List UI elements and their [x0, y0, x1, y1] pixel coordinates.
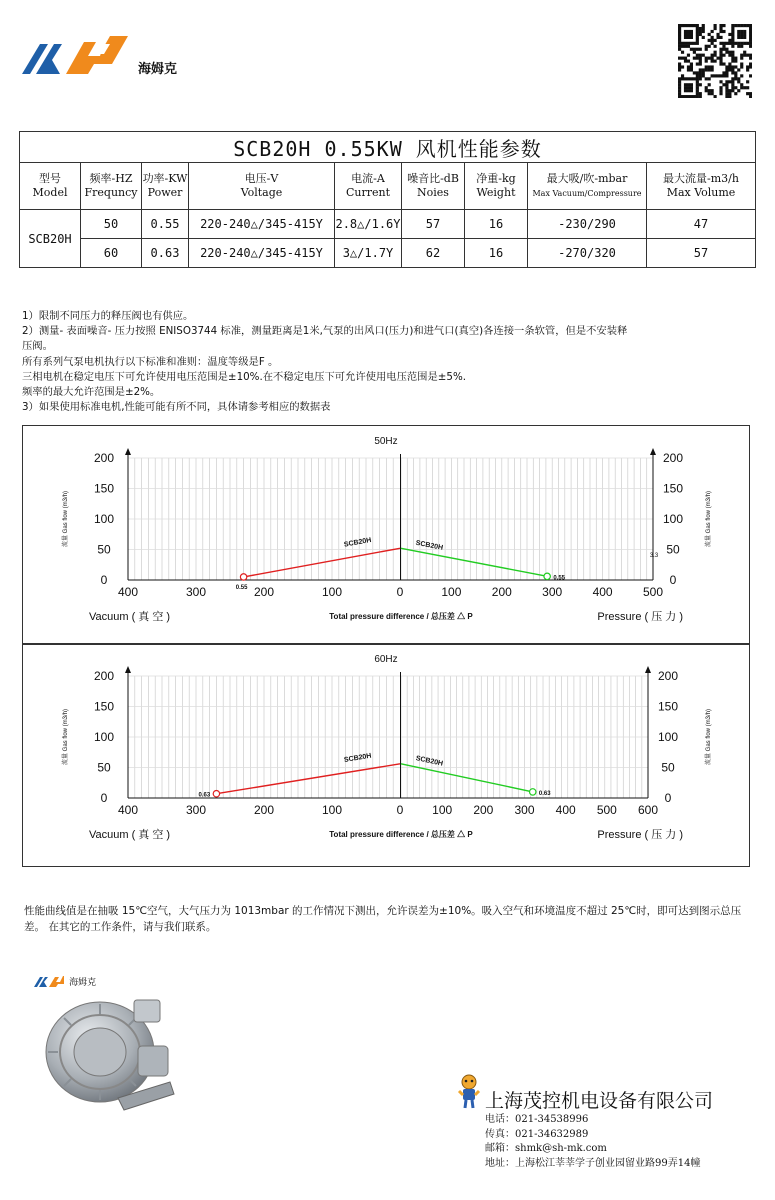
y-tick-label: 150: [657, 699, 679, 714]
email-line: 邮箱：shmk@sh-mk.com: [485, 1143, 607, 1154]
y-tick-label: 150: [93, 481, 115, 496]
x-tick-label-pressure: 600: [637, 803, 659, 817]
y-axis-label: 流量 Gas flow (m3/h): [63, 708, 69, 766]
note-line: 3）如果使用标准电机,性能可能有所不同，具体请参考相应的数据表: [22, 401, 331, 414]
table-row: [20, 210, 756, 239]
x-tick-label-vacuum: 300: [185, 585, 207, 599]
y-tick-label: 0: [664, 791, 672, 805]
weight-cell: 16: [465, 239, 528, 268]
blower-product-image: [38, 990, 178, 1118]
y-tick-label: 0: [100, 791, 108, 805]
x-axis-label: Total pressure difference / 总压差 △ P: [329, 830, 473, 839]
pressure-label: Pressure ( 压 力 ): [597, 611, 683, 623]
x-tick-label-pressure: 200: [491, 585, 512, 599]
end-point-label: 0.63: [538, 790, 551, 797]
col-header-noise: 噪音比-dB Noies: [402, 163, 465, 210]
y-tick-label: 200: [93, 669, 115, 683]
phone-line: 电话：021-34538996: [485, 1114, 589, 1125]
y-arrow-icon: [645, 666, 651, 673]
note-line: 所有系列气泵电机执行以下标准和准则：温度等级是F 。: [22, 355, 279, 368]
y-tick-label: 100: [662, 512, 684, 526]
spec-table: [19, 131, 756, 268]
y-axis-label: 流量 Gas flow (m3/h): [63, 490, 69, 548]
series-name-label: SCB20H: [415, 755, 444, 768]
y-arrow-icon: [650, 448, 656, 455]
note-line: 压阀。: [22, 340, 53, 353]
pressure-label: Pressure ( 压 力 ): [597, 829, 683, 841]
y-arrow-icon: [125, 448, 131, 455]
x-tick-label-pressure: 400: [555, 803, 576, 817]
y-tick-label: 100: [93, 512, 115, 526]
y-tick-label: 100: [93, 730, 115, 744]
x-tick-label-pressure: 400: [592, 585, 613, 599]
logo-mark-icon: [34, 974, 64, 988]
notes-block: [22, 309, 762, 415]
current-cell: 3△/1.7Y: [335, 239, 402, 268]
y-tick-label: 50: [97, 760, 111, 775]
x-tick-label-pressure: 200: [473, 803, 494, 817]
max-volume-cell: 47: [647, 210, 756, 239]
col-header-max-pressure: 最大吸/吹-mbar Max Vacuum/Compressure: [528, 163, 647, 210]
x-tick-label-vacuum: 400: [117, 585, 139, 599]
series-end-point: [240, 574, 246, 580]
noise-cell: 57: [402, 210, 465, 239]
col-header-power: 功率-KW Power: [142, 163, 189, 210]
x-tick-label-pressure: 300: [514, 803, 535, 817]
chart-50hz: [22, 425, 750, 645]
chart-title: 50Hz: [374, 436, 398, 447]
fax-line: 传真：021-34632989: [485, 1128, 589, 1140]
y-tick-label: 50: [661, 760, 675, 775]
voltage-cell: 220-240△/345-415Y: [189, 239, 335, 268]
spec-table-title: SCB20H 0.55KW 风机性能参数: [20, 132, 756, 163]
side-note: 3.3: [649, 552, 659, 559]
y-tick-label: 200: [93, 451, 115, 465]
product-brand-logo: [34, 970, 154, 990]
company-name: 上海茂控机电设备有限公司: [485, 1090, 714, 1112]
vacuum-label: Vacuum ( 真 空 ): [89, 829, 171, 841]
performance-note: 性能曲线值是在抽吸 15℃空气，大气压力为 1013mbar 的工作情况下测出，允许误差为±10%。吸入空气和环境温度不超过 25℃时，即可达到图示总压差。 在其它的工作条件，请与我们联系。: [24, 905, 742, 933]
noise-cell: 62: [402, 239, 465, 268]
max-pressure-cell: -230/290: [528, 210, 647, 239]
x-tick-label-vacuum: 100: [321, 803, 343, 817]
series-line-vacuum: [244, 548, 400, 577]
spec-table-header: [20, 163, 756, 210]
x-tick-label-pressure: 300: [542, 585, 563, 599]
x-tick-label-vacuum: 300: [185, 803, 207, 817]
y-tick-label: 100: [657, 730, 679, 744]
series-name-label: SCB20H: [343, 752, 372, 765]
col-header-weight: 净重-kg Weight: [465, 163, 528, 210]
series-name-label: SCB20H: [415, 539, 444, 552]
end-point-label: 0.55: [553, 575, 566, 582]
x-tick-label-vacuum: 0: [396, 803, 404, 817]
chart-title: 60Hz: [374, 654, 398, 665]
series-line-pressure: [401, 764, 533, 792]
col-header-max-volume: 最大流量-m3/h Max Volume: [647, 163, 756, 210]
max-pressure-cell: -270/320: [528, 239, 647, 268]
x-axis-label: Total pressure difference / 总压差 △ P: [329, 612, 473, 621]
power-cell: 0.63: [142, 239, 189, 268]
y-axis-label: 流量 Gas flow (m3/h): [706, 490, 712, 548]
y-axis-label: 流量 Gas flow (m3/h): [706, 708, 712, 766]
y-tick-label: 50: [97, 542, 111, 557]
x-tick-label-vacuum: 0: [396, 585, 404, 599]
brand-name: 海姆克: [138, 62, 178, 77]
current-cell: 2.8△/1.6Y: [335, 210, 402, 239]
address-line: 地址：上海松江莘莘学子创业园留业路99弄14幢: [485, 1157, 701, 1169]
x-tick-label-pressure: 500: [642, 585, 664, 599]
qr-code-icon: [678, 24, 752, 98]
y-tick-label: 200: [657, 669, 679, 683]
y-tick-label: 150: [662, 481, 684, 496]
x-tick-label-vacuum: 100: [321, 585, 343, 599]
note-line: 三相电机在稳定电压下可允许使用电压范围是±10%.在不稳定电压下可允许使用电压范围是±5%.: [22, 370, 467, 383]
y-tick-label: 0: [669, 573, 677, 587]
mascot-icon: [456, 1073, 482, 1109]
x-tick-label-vacuum: 400: [117, 803, 139, 817]
series-end-point: [213, 791, 219, 797]
y-tick-label: 150: [93, 699, 115, 714]
series-end-point: [530, 789, 536, 795]
series-name-label: SCB20H: [343, 536, 372, 549]
x-tick-label-vacuum: 200: [253, 585, 275, 599]
col-header-model: 型号 Model: [20, 163, 81, 210]
freq-cell: 60: [81, 239, 142, 268]
vacuum-label: Vacuum ( 真 空 ): [89, 611, 171, 623]
table-row: [20, 239, 756, 268]
end-point-label: 0.55: [235, 584, 248, 591]
x-tick-label-pressure: 100: [441, 585, 462, 599]
power-cell: 0.55: [142, 210, 189, 239]
product-brand-name: 海姆克: [69, 978, 97, 988]
x-tick-label-vacuum: 200: [253, 803, 275, 817]
series-end-point: [544, 573, 550, 579]
model-cell: SCB20H: [20, 210, 81, 268]
logo-mark-icon: [22, 30, 132, 76]
freq-cell: 50: [81, 210, 142, 239]
max-volume-cell: 57: [647, 239, 756, 268]
weight-cell: 16: [465, 210, 528, 239]
end-point-label: 0.63: [198, 792, 211, 799]
x-tick-label-pressure: 500: [596, 803, 617, 817]
y-tick-label: 50: [666, 542, 680, 557]
note-line: 1）限制不同压力的释压阀也有供应。: [22, 310, 194, 322]
col-header-voltage: 电压-V Voltage: [189, 163, 335, 210]
chart-60hz: [22, 643, 750, 867]
col-header-frequency: 频率-HZ Frequncy: [81, 163, 142, 210]
y-tick-label: 200: [662, 451, 684, 465]
voltage-cell: 220-240△/345-415Y: [189, 210, 335, 239]
x-tick-label-pressure: 100: [432, 803, 453, 817]
note-line: 频率的最大允许范围是±2%。: [22, 386, 161, 399]
contact-block: [485, 1113, 700, 1171]
y-arrow-icon: [125, 666, 131, 673]
col-header-current: 电流-A Current: [335, 163, 402, 210]
note-line: 2）测量- 表面噪音- 压力按照 ENISO3744 标准，测量距离是1米,气泵的出风口(压力)和进气口(真空)各连接一条软管，但是不安装释: [22, 325, 628, 338]
series-line-pressure: [401, 548, 547, 576]
brand-logo: [22, 30, 132, 76]
y-tick-label: 0: [100, 573, 108, 587]
